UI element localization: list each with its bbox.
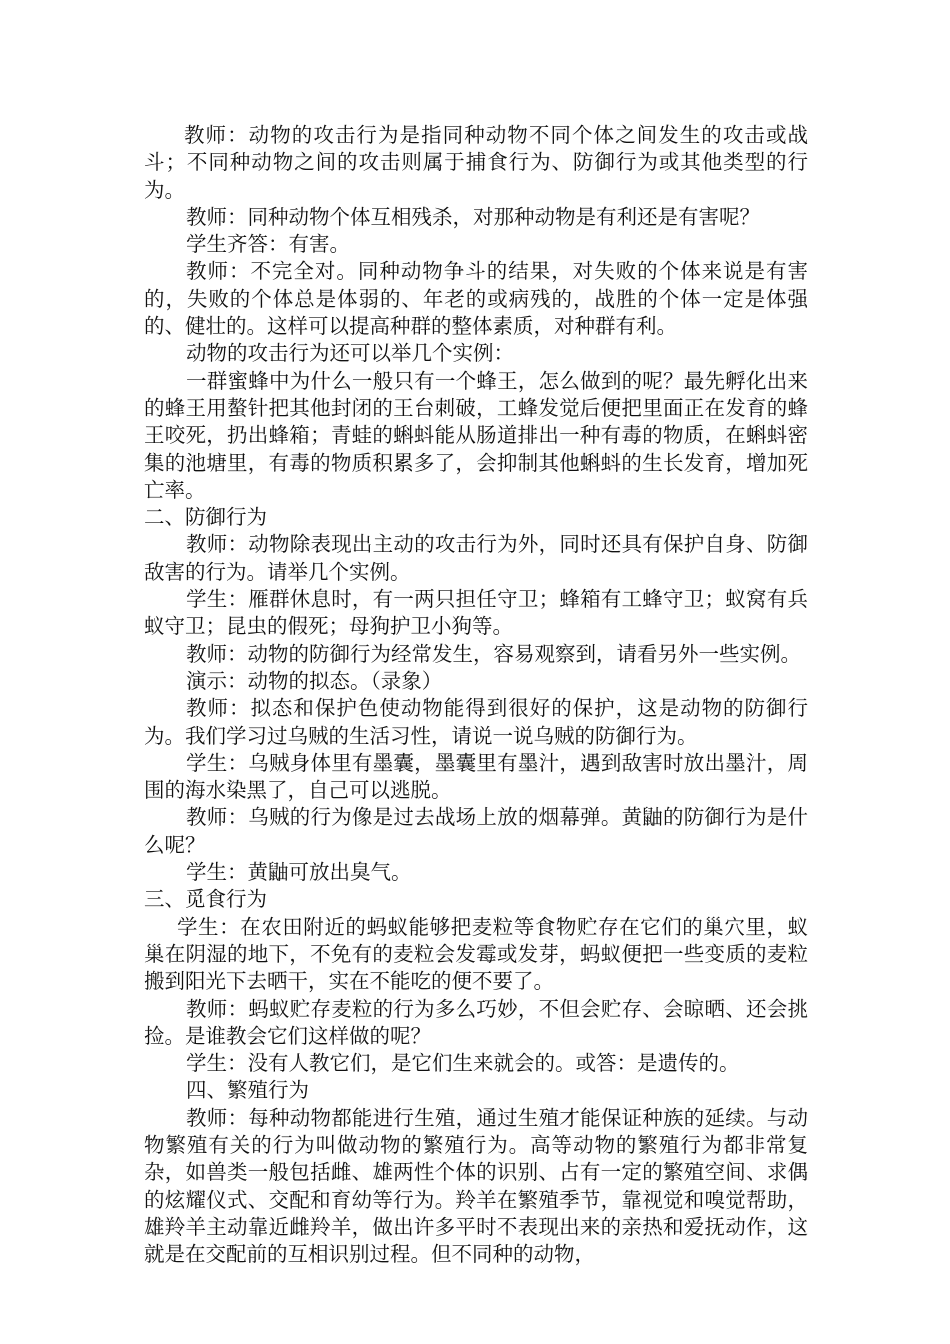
paragraph: 教师：动物的攻击行为是指同种动物不同个体之间发生的攻击或战斗；不同种动物之间的攻击则属于捕食行为、防御行为或其他类型的行为。 (144, 123, 808, 202)
paragraph: 教师：不完全对。同种动物争斗的结果，对失败的个体来说是有害的，失败的个体总是体弱的、年老的或病残的，战胜的个体一定是体强的、健壮的。这样可以提高种群的整体素质，对种群有利。 (144, 259, 808, 339)
paragraph: 学生：在农田附近的蚂蚁能够把麦粒等食物贮存在它们的巢穴里，蚁巢在阴湿的地下，不免有的麦粒会发霉或发芽，蚂蚁便把一些变质的麦粒搬到阳光下去晒干，实在不能吃的便不要了。 (144, 914, 808, 994)
document-body (144, 122, 808, 1268)
paragraph: 学生齐答：有害。 (186, 232, 350, 257)
paragraph: 动物的攻击行为还可以举几个实例： (186, 341, 514, 366)
paragraph: 教师：同种动物个体互相残杀，对那种动物是有利还是有害呢？ (186, 204, 760, 229)
section-heading: 四、繁殖行为 (186, 1078, 309, 1103)
paragraph: 教师：蚂蚁贮存麦粒的行为多么巧妙，不但会贮存、会晾晒、还会挑捡。是谁教会它们这样做的呢？ (144, 996, 808, 1048)
paragraph: 学生：没有人教它们，是它们生来就会的。或答：是遗传的。 (186, 1051, 740, 1076)
section-heading: 二、防御行为 (144, 505, 267, 530)
paragraph: 演示：动物的拟态。（录象） (186, 668, 443, 693)
paragraph: 教师：乌贼的行为像是过去战场上放的烟幕弹。黄鼬的防御行为是什么呢？ (144, 805, 808, 857)
paragraph: 教师：动物的防御行为经常发生，容易观察到，请看另外一些实例。 (186, 641, 801, 666)
section-heading: 三、觅食行为 (144, 887, 267, 912)
paragraph: 学生：乌贼身体里有墨囊，墨囊里有墨汁，遇到敌害时放出墨汁，周围的海水染黑了，自己可以逃脱。 (144, 750, 808, 803)
paragraph: 学生：雁群休息时，有一两只担任守卫；蜂箱有工蜂守卫；蚁窝有兵蚁守卫；昆虫的假死；母狗护卫小狗等。 (144, 587, 808, 639)
paragraph: 一群蜜蜂中为什么一般只有一个蜂王，怎么做到的呢？最先孵化出来的蜂王用螯针把其他封闭的王台刺破，工蜂发觉后便把里面正在发育的蜂王咬死，扔出蜂箱；青蛙的蝌蚪能从肠道排出一种有毒的物质，在蝌蚪密集的池塘里，有毒的物质积累多了，会抑制其他蝌蚪的生长发育，增加死亡率。 (144, 368, 808, 502)
paragraph: 教师：动物除表现出主动的攻击行为外，同时还具有保护自身、防御敌害的行为。请举几个实例。 (144, 532, 808, 584)
paragraph: 教师：拟态和保护色使动物能得到很好的保护，这是动物的防御行为。我们学习过乌贼的生活习性，请说一说乌贼的防御行为。 (144, 696, 808, 748)
paragraph: 教师：每种动物都能进行生殖，通过生殖才能保证种族的延续。与动物繁殖有关的行为叫做动物的繁殖行为。高等动物的繁殖行为都非常复杂，如兽类一般包括雌、雄两性个体的识别、占有一定的繁殖空间、求偶的炫耀仪式、交配和育幼等行为。羚羊在繁殖季节，靠视觉和嗅觉帮助，雄羚羊主动靠近雌羚羊，做出许多平时不表现出来的亲热和爱抚动作，这就是在交配前的互相识别过程。但不同种的动物， (144, 1105, 808, 1267)
paragraph: 学生：黄鼬可放出臭气。 (186, 860, 412, 885)
